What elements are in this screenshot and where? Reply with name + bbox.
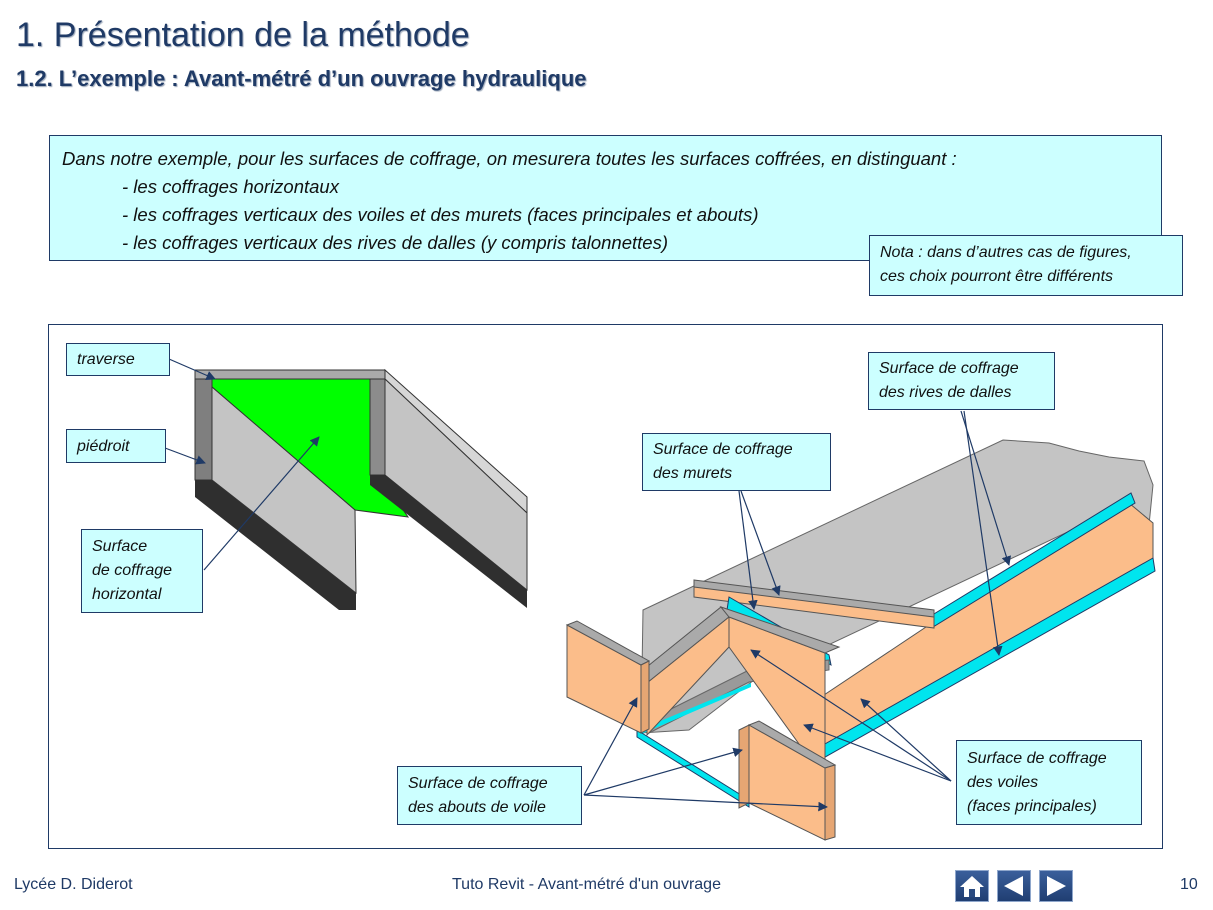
intro-item: - les coffrages horizontaux bbox=[122, 176, 339, 197]
box-culvert-drawing bbox=[195, 370, 527, 610]
intro-item: - les coffrages verticaux des rives de dalles (y compris talonnettes) bbox=[122, 232, 668, 253]
label-text: Surface de coffrage bbox=[408, 775, 548, 792]
label-piedroit bbox=[66, 429, 166, 463]
footer-school: Lycée D. Diderot bbox=[14, 876, 133, 893]
diagram-figure bbox=[48, 324, 1163, 849]
label-surface-murets bbox=[642, 433, 831, 491]
label-text: des murets bbox=[653, 465, 733, 482]
label-text: Surface de coffrage bbox=[653, 441, 793, 458]
previous-slide-button[interactable] bbox=[997, 870, 1031, 902]
label-text: piédroit bbox=[77, 438, 130, 455]
label-surface-rives-dalles bbox=[868, 352, 1055, 410]
home-button[interactable] bbox=[955, 870, 989, 902]
label-traverse bbox=[66, 343, 170, 376]
intro-item: - les coffrages verticaux des voiles et des murets (faces principales et abouts) bbox=[122, 204, 759, 225]
label-text: Surface bbox=[92, 538, 148, 555]
page-number: 10 bbox=[1180, 876, 1198, 893]
home-icon bbox=[956, 871, 988, 901]
label-text: de coffrage bbox=[92, 562, 173, 579]
label-surface-voiles bbox=[956, 740, 1142, 825]
nota-line: ces choix pourront être différents bbox=[880, 268, 1114, 285]
label-text: des abouts de voile bbox=[408, 799, 546, 816]
next-slide-button[interactable] bbox=[1039, 870, 1073, 902]
label-surface-abouts-voile bbox=[397, 766, 582, 825]
label-text: des rives de dalles bbox=[879, 384, 1012, 401]
label-surface-horizontal bbox=[81, 529, 203, 613]
label-text: Surface de coffrage bbox=[967, 750, 1107, 767]
arrow-right-icon bbox=[1040, 871, 1072, 901]
intro-lead: Dans notre exemple, pour les surfaces de coffrage, on mesurera toutes les surfaces coffrées, en distinguant : bbox=[62, 148, 957, 169]
page-subtitle: 1.2. L’exemple : Avant-métré d’un ouvrage hydraulique bbox=[16, 66, 587, 91]
label-text: Surface de coffrage bbox=[879, 360, 1019, 377]
nota-callout bbox=[869, 235, 1183, 296]
label-text: des voiles bbox=[967, 774, 1039, 791]
label-text: (faces principales) bbox=[967, 798, 1097, 815]
label-text: horizontal bbox=[92, 586, 162, 603]
arrow-left-icon bbox=[998, 871, 1030, 901]
footer-doc-title: Tuto Revit - Avant-métré d'un ouvrage bbox=[452, 876, 721, 893]
label-text: traverse bbox=[77, 351, 135, 368]
nota-line: Nota : dans d’autres cas de figures, bbox=[880, 244, 1132, 261]
page-title: 1. Présentation de la méthode bbox=[16, 16, 470, 54]
